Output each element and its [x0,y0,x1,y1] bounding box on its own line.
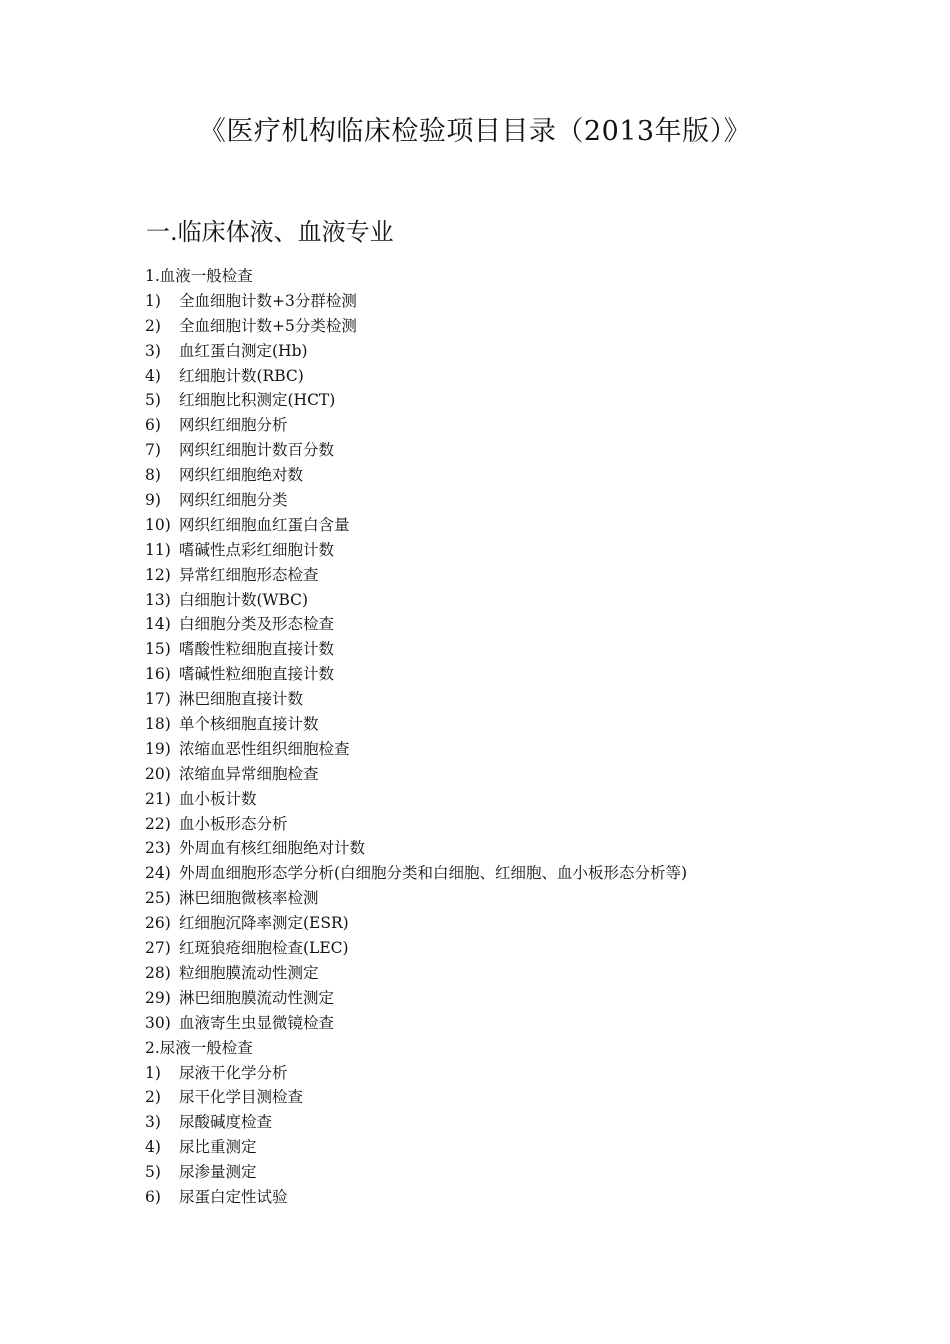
item-text: 全血细胞计数+3分群检测 [179,291,357,310]
item-number: 19) [145,739,171,758]
item-text: 血小板计数 [179,789,257,808]
item-number: 1) [145,1063,161,1082]
item-number: 21) [145,789,171,808]
list-item [145,812,905,837]
item-text: 网织红细胞计数百分数 [179,441,335,460]
item-number: 26) [145,914,171,933]
list-item [145,563,905,588]
list-item [145,513,905,538]
item-number: 5) [145,391,161,410]
item-text: 血液寄生虫显微镜检查 [179,1013,335,1032]
item-text: 淋巴细胞直接计数 [179,690,304,709]
list-item [145,712,905,737]
list-item [145,687,905,712]
item-number: 2) [145,316,161,335]
item-number: 6) [145,1187,161,1206]
item-number: 29) [145,988,171,1007]
item-number: 2) [145,1088,161,1107]
item-text: 全血细胞计数+5分类检测 [179,316,357,335]
item-number: 11) [145,540,171,559]
list-item [145,637,905,662]
list-item [145,488,905,513]
item-number: 4) [145,1138,161,1157]
item-number: 30) [145,1013,171,1032]
list-item [145,861,905,886]
item-number: 24) [145,864,171,883]
list-item [145,1160,905,1185]
item-number: 13) [145,590,171,609]
item-number: 6) [145,416,161,435]
item-number: 9) [145,491,161,510]
section-heading: 一.临床体液、血液专业 [146,218,394,246]
list-item [145,961,905,986]
list-item [145,314,905,339]
list-item [145,1061,905,1086]
item-text: 白细胞分类及形态检查 [179,615,335,634]
item-text: 尿比重测定 [179,1138,257,1157]
item-number: 15) [145,640,171,659]
item-text: 淋巴细胞微核率检测 [179,889,319,908]
list-item [145,588,905,613]
list-item [145,1011,905,1036]
item-number: 10) [145,515,171,534]
item-text: 嗜酸性粒细胞直接计数 [179,640,335,659]
list-item [145,886,905,911]
list-item [145,538,905,563]
item-number: 18) [145,715,171,734]
item-text: 异常红细胞形态检查 [179,565,319,584]
list-item [145,463,905,488]
list-item [145,737,905,762]
item-text: 嗜碱性点彩红细胞计数 [179,540,335,559]
document-title: 《医疗机构临床检验项目目录（2013年版）》 [198,116,752,147]
list-item [145,936,905,961]
list-item [145,662,905,687]
item-number: 3) [145,1113,161,1132]
item-text: 红斑狼疮细胞检查(LEC) [179,939,349,958]
list-item [145,364,905,389]
item-list [145,264,905,1210]
item-number: 16) [145,665,171,684]
list-item [145,413,905,438]
list-item [145,438,905,463]
list-item [145,1135,905,1160]
item-number: 3) [145,341,161,360]
item-text: 单个核细胞直接计数 [179,715,319,734]
list-item [145,911,905,936]
item-text: 红细胞计数(RBC) [179,366,304,385]
item-text: 外周血有核红细胞绝对计数 [179,839,366,858]
item-text: 红细胞沉降率测定(ESR) [179,914,349,933]
list-item [145,388,905,413]
group-heading: 1.血液一般检查 [145,267,253,285]
item-number: 1) [145,291,161,310]
item-text: 嗜碱性粒细胞直接计数 [179,665,335,684]
list-item [145,787,905,812]
item-number: 17) [145,690,171,709]
item-number: 12) [145,565,171,584]
item-text: 外周血细胞形态学分析(白细胞分类和白细胞、红细胞、血小板形态分析等) [179,864,688,883]
list-item [145,289,905,314]
list-item [145,1110,905,1135]
item-text: 浓缩血异常细胞检查 [179,764,319,783]
item-number: 8) [145,466,161,485]
item-text: 淋巴细胞膜流动性测定 [179,988,335,1007]
list-item [145,612,905,637]
item-text: 红细胞比积测定(HCT) [179,391,336,410]
item-text: 浓缩血恶性组织细胞检查 [179,739,350,758]
group-heading: 2.尿液一般检查 [145,1038,253,1057]
item-number: 28) [145,963,171,982]
item-text: 粒细胞膜流动性测定 [179,963,319,982]
item-text: 尿渗量测定 [179,1163,257,1182]
item-text: 血小板形态分析 [179,814,288,833]
item-text: 尿蛋白定性试验 [179,1187,288,1206]
list-item [145,762,905,787]
item-text: 网织红细胞血红蛋白含量 [179,515,350,534]
item-text: 尿干化学目测检查 [179,1088,304,1107]
item-number: 20) [145,764,171,783]
item-text: 尿液干化学分析 [179,1063,288,1082]
item-number: 22) [145,814,171,833]
item-number: 25) [145,889,171,908]
item-number: 5) [145,1163,161,1182]
list-item [145,339,905,364]
item-number: 23) [145,839,171,858]
item-text: 网织红细胞绝对数 [179,466,304,485]
item-text: 白细胞计数(WBC) [179,590,309,609]
item-number: 14) [145,615,171,634]
item-text: 网织红细胞分类 [179,491,288,510]
item-number: 27) [145,939,171,958]
item-text: 网织红细胞分析 [179,416,288,435]
list-item [145,1085,905,1110]
list-item [145,1185,905,1210]
item-text: 血红蛋白测定(Hb) [179,341,308,360]
list-item [145,836,905,861]
item-text: 尿酸碱度检查 [179,1113,273,1132]
item-number: 4) [145,366,161,385]
list-item [145,986,905,1011]
item-number: 7) [145,441,161,460]
